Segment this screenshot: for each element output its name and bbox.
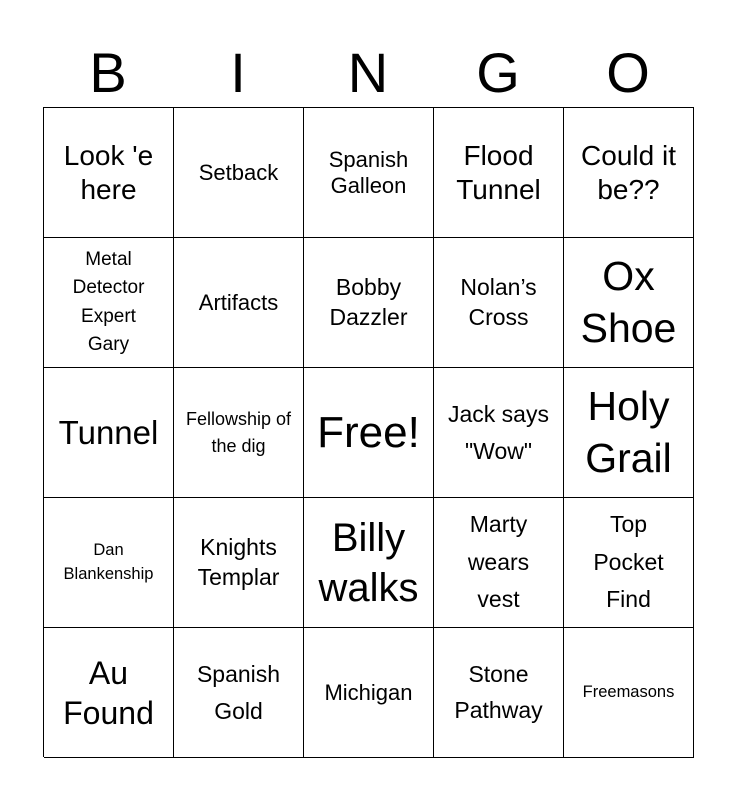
cell-label: Holy Grail bbox=[585, 383, 672, 481]
cell-label: Top Pocket Find bbox=[593, 510, 664, 613]
cell-label: Could it be?? bbox=[581, 140, 676, 205]
cell-label: Fellowship of the dig bbox=[185, 409, 292, 456]
cell-label: Michigan bbox=[324, 679, 413, 705]
bingo-cell[interactable] bbox=[304, 628, 434, 758]
bingo-cell[interactable] bbox=[434, 628, 564, 758]
cell-label: Jack says "Wow" bbox=[448, 400, 549, 464]
bingo-cell[interactable] bbox=[174, 108, 304, 238]
bingo-cell[interactable] bbox=[304, 108, 434, 238]
bingo-cell[interactable] bbox=[564, 498, 694, 628]
bingo-cell[interactable] bbox=[564, 108, 694, 238]
cell-label: Ox Shoe bbox=[580, 253, 677, 351]
bingo-cell[interactable] bbox=[564, 238, 694, 368]
bingo-cell[interactable] bbox=[174, 498, 304, 628]
bingo-cell[interactable] bbox=[564, 368, 694, 498]
bingo-cell[interactable] bbox=[304, 238, 434, 368]
bingo-cell[interactable] bbox=[44, 368, 174, 498]
header-letter-i: I bbox=[230, 41, 246, 104]
bingo-cell[interactable] bbox=[564, 628, 694, 758]
bingo-cell[interactable] bbox=[434, 368, 564, 498]
cell-label: Spanish Galleon bbox=[328, 146, 409, 198]
cell-label: Artifacts bbox=[198, 289, 279, 315]
header-letter-g: G bbox=[476, 41, 520, 104]
cell-label: Setback bbox=[198, 159, 279, 185]
cell-label: Spanish Gold bbox=[196, 660, 281, 724]
cell-label: Bobby Dazzler bbox=[329, 273, 408, 330]
header-letter-n: N bbox=[347, 41, 389, 104]
bingo-cell[interactable] bbox=[304, 498, 434, 628]
bingo-cell[interactable] bbox=[44, 628, 174, 758]
cell-label: Au Found bbox=[63, 654, 154, 731]
cell-label: Stone Pathway bbox=[454, 660, 543, 723]
cell-label: Knights Templar bbox=[197, 533, 280, 590]
bingo-cell[interactable] bbox=[44, 498, 174, 628]
cell-label: Free! bbox=[317, 408, 420, 457]
bingo-cell[interactable] bbox=[174, 238, 304, 368]
cell-label: Billy walks bbox=[318, 515, 419, 610]
cell-label: Freemasons bbox=[582, 682, 675, 701]
header-letter-o: O bbox=[606, 41, 650, 104]
bingo-cell[interactable] bbox=[44, 108, 174, 238]
bingo-cell[interactable] bbox=[304, 368, 434, 498]
cell-label: Nolan’s Cross bbox=[460, 273, 537, 330]
cell-label: Metal Detector Expert Gary bbox=[72, 248, 145, 355]
bingo-cell[interactable] bbox=[44, 238, 174, 368]
cell-label: Flood Tunnel bbox=[456, 140, 541, 205]
bingo-cell[interactable] bbox=[434, 498, 564, 628]
bingo-header bbox=[43, 40, 693, 106]
cell-label: Look 'e here bbox=[63, 140, 154, 205]
cell-label: Marty wears vest bbox=[467, 510, 530, 613]
bingo-cell[interactable] bbox=[434, 108, 564, 238]
bingo-cell[interactable] bbox=[174, 628, 304, 758]
header-letter-b: B bbox=[89, 41, 127, 104]
bingo-cell[interactable] bbox=[434, 238, 564, 368]
bingo-card bbox=[43, 107, 694, 757]
bingo-cell[interactable] bbox=[174, 368, 304, 498]
cell-label: Dan Blankenship bbox=[63, 540, 154, 583]
cell-label: Tunnel bbox=[58, 413, 159, 451]
